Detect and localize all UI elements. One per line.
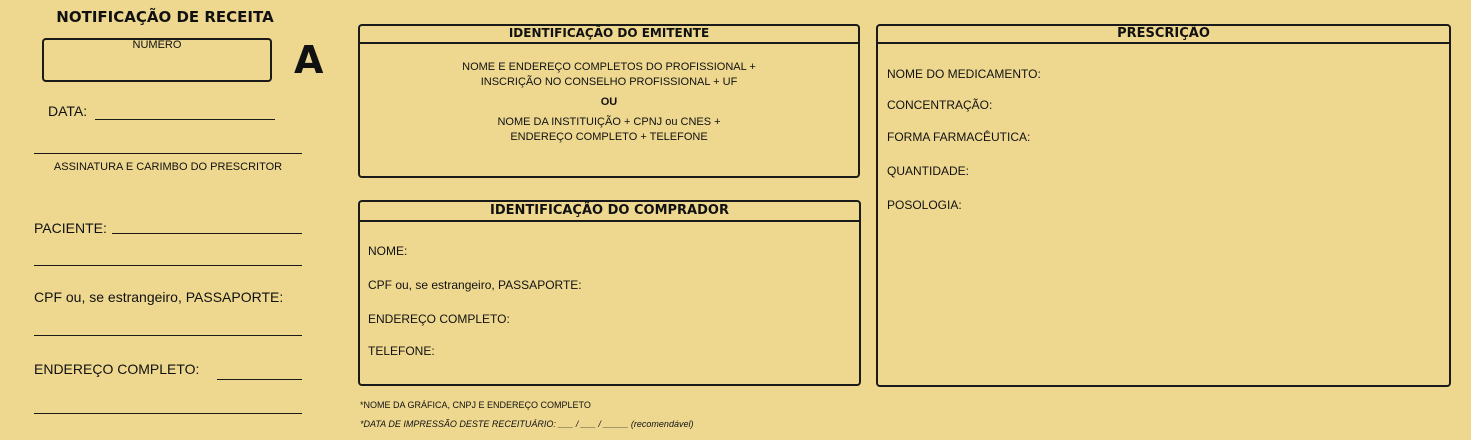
numero-label: NÚMERO — [132, 39, 182, 51]
cpf-line[interactable] — [34, 335, 302, 336]
footer-impressao: *DATA DE IMPRESSÃO DESTE RECEITUÁRIO: ___ / ___ / _____ (recomendável) — [360, 419, 694, 429]
prescricao-box — [876, 24, 1451, 387]
endereco-line-2[interactable] — [34, 413, 302, 414]
comprador-endereco-label: ENDEREÇO COMPLETO: — [368, 312, 510, 326]
forma-label: FORMA FARMACÊUTICA: — [887, 130, 1031, 144]
comprador-cpf-label: CPF ou, se estrangeiro, PASSAPORTE: — [368, 278, 582, 292]
paciente-line-1[interactable] — [112, 233, 302, 234]
emitente-box — [358, 24, 860, 178]
emitente-line-3: NOME DA INSTITUIÇÃO + CPNJ ou CNES + — [497, 116, 721, 128]
posologia-label: POSOLOGIA: — [887, 198, 962, 212]
signature-line[interactable] — [34, 153, 302, 154]
comprador-telefone-label: TELEFONE: — [368, 344, 435, 358]
comprador-title: IDENTIFICAÇÃO DO COMPRADOR — [360, 202, 859, 222]
medicamento-label: NOME DO MEDICAMENTO: — [887, 67, 1041, 81]
paciente-label: PACIENTE: — [34, 220, 107, 236]
emitente-line-1: NOME E ENDEREÇO COMPLETOS DO PROFISSIONAL + — [462, 61, 756, 73]
emitente-title: IDENTIFICAÇÃO DO EMITENTE — [360, 26, 858, 44]
emitente-line-4: ENDEREÇO COMPLETO + TELEFONE — [510, 131, 708, 143]
signature-label: ASSINATURA E CARIMBO DO PRESCRITOR — [53, 161, 283, 173]
comprador-nome-label: NOME: — [368, 244, 408, 258]
data-label: DATA: — [48, 103, 88, 119]
cpf-label: CPF ou, se estrangeiro, PASSAPORTE: — [34, 289, 284, 305]
comprador-box — [358, 200, 861, 386]
emitente-ou: OU — [600, 96, 618, 108]
data-line[interactable] — [95, 119, 275, 120]
quantidade-label: QUANTIDADE: — [887, 164, 970, 178]
emitente-line-2: INSCRIÇÃO NO CONSELHO PROFISSIONAL + UF — [480, 76, 738, 88]
prescription-type-letter: A — [294, 38, 324, 82]
paciente-line-2[interactable] — [34, 265, 302, 266]
endereco-line-1[interactable] — [217, 379, 302, 380]
form-title: NOTIFICAÇÃO DE RECEITA — [56, 8, 274, 26]
footer-grafica: *NOME DA GRÁFICA, CNPJ E ENDEREÇO COMPLETO — [360, 400, 591, 410]
prescricao-title: PRESCRIÇÃO — [878, 26, 1449, 44]
concentracao-label: CONCENTRAÇÃO: — [887, 98, 993, 112]
endereco-label: ENDEREÇO COMPLETO: — [34, 361, 200, 377]
